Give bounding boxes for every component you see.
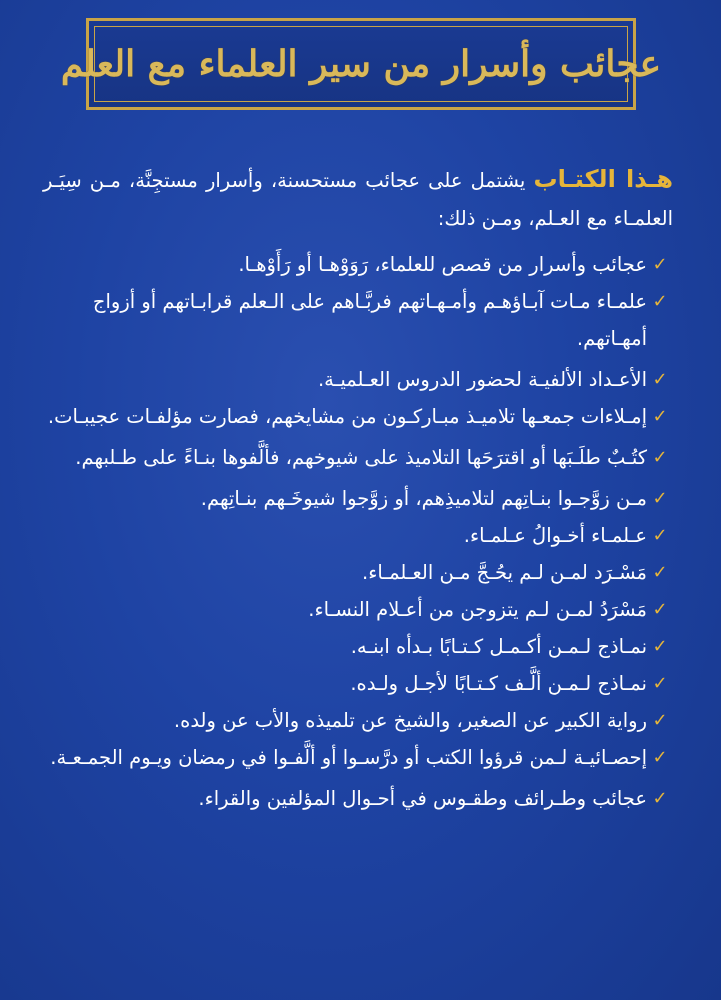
list-item: [43, 361, 673, 398]
list-item-text: إحصـائيـة لـمن قرؤوا الكتب أو درَّسـوا أو ألَّفـوا في رمضان ويـوم الجمـعـة.: [50, 746, 647, 769]
list-item: [43, 439, 673, 476]
list-item: [43, 702, 673, 739]
checkmark-icon: ✓: [652, 488, 668, 509]
book-title: عجائب وأسرار من سير العلماء مع العلم: [60, 43, 662, 85]
list-item: [43, 665, 673, 702]
checkmark-icon: ✓: [652, 788, 668, 809]
contents-list: [43, 246, 673, 817]
checkmark-icon: ✓: [652, 747, 668, 768]
checkmark-icon: ✓: [652, 673, 668, 694]
list-item: [43, 283, 673, 357]
list-item: [43, 398, 673, 435]
list-item: [43, 591, 673, 628]
intro-body: يشتمل على عجائب مستحسنة، وأسرار مستجِنَّة، مـن سِيَـر العلمـاء مع العـلم، ومـن ذلك:: [43, 169, 673, 230]
list-item-text: علمـاء مـات آبـاؤهـم وأمـهـاتهم فربَّـاهم على الـعلم قرابـاتهم أو أزواج أمهـاتهم.: [92, 290, 647, 350]
list-item: [43, 628, 673, 665]
checkmark-icon: ✓: [652, 254, 668, 275]
intro-paragraph: [43, 160, 673, 238]
list-item-text: مَسْـرَد لمـن لـم يحُـجَّ مـن العـلمـاء.: [362, 561, 647, 584]
list-item: [43, 517, 673, 554]
list-item-text: عجائب وطـرائف وطقـوس في أحـوال المؤلفين والقراء.: [198, 787, 647, 810]
list-item-text: كتُـبٌ طلَـبَها أو اقترَحَها التلاميذ على شيوخهم، فألَّفوها بنـاءً على طـلبهم.: [75, 446, 647, 469]
checkmark-icon: ✓: [652, 562, 668, 583]
list-item: [43, 554, 673, 591]
list-item-text: عـلمـاء أخـوالُ عـلمـاء.: [463, 524, 647, 547]
list-item-text: نمـاذج لـمـن أكـمـل كـتـابًا بـدأه ابنـه.: [350, 635, 647, 658]
checkmark-icon: ✓: [652, 406, 668, 427]
title-banner: [60, 18, 662, 110]
list-item: [43, 246, 673, 283]
list-item-text: مـن زوَّجـوا بنـاتِهم لتلاميذِهم، أو زوَّجوا شيوخَـهم بنـاتِهم.: [200, 487, 647, 510]
checkmark-icon: ✓: [652, 636, 668, 657]
description-section: [43, 160, 673, 817]
list-item: [43, 480, 673, 517]
list-item-text: إمـلاءات جمعـها تلاميـذ مبـاركـون من مشايخهم، فصارت مؤلفـات عجيبـات.: [47, 405, 647, 428]
list-item: [43, 780, 673, 817]
list-item-text: مَسْرَدُ لمـن لـم يتزوجن من أعـلام النسـاء.: [308, 598, 647, 621]
checkmark-icon: ✓: [652, 369, 668, 390]
list-item-text: رواية الكبير عن الصغير، والشيخ عن تلميذه والأب عن ولده.: [173, 709, 647, 732]
list-item: [43, 739, 673, 776]
list-item-text: عجائب وأسرار من قصص للعلماء، رَوَوْهـا أو رَأَوْهـا.: [238, 253, 647, 276]
intro-heading: هـذا الكتـاب: [533, 165, 673, 193]
list-item-text: نمـاذج لـمـن ألَّـف كـتـابًا لأجـل ولـده.: [350, 672, 647, 695]
list-item-text: الأعـداد الألفيـة لحضور الدروس العـلميـة.: [317, 368, 647, 391]
checkmark-icon: ✓: [652, 710, 668, 731]
checkmark-icon: ✓: [652, 525, 668, 546]
checkmark-icon: ✓: [652, 447, 668, 468]
checkmark-icon: ✓: [652, 599, 668, 620]
checkmark-icon: ✓: [652, 291, 668, 312]
